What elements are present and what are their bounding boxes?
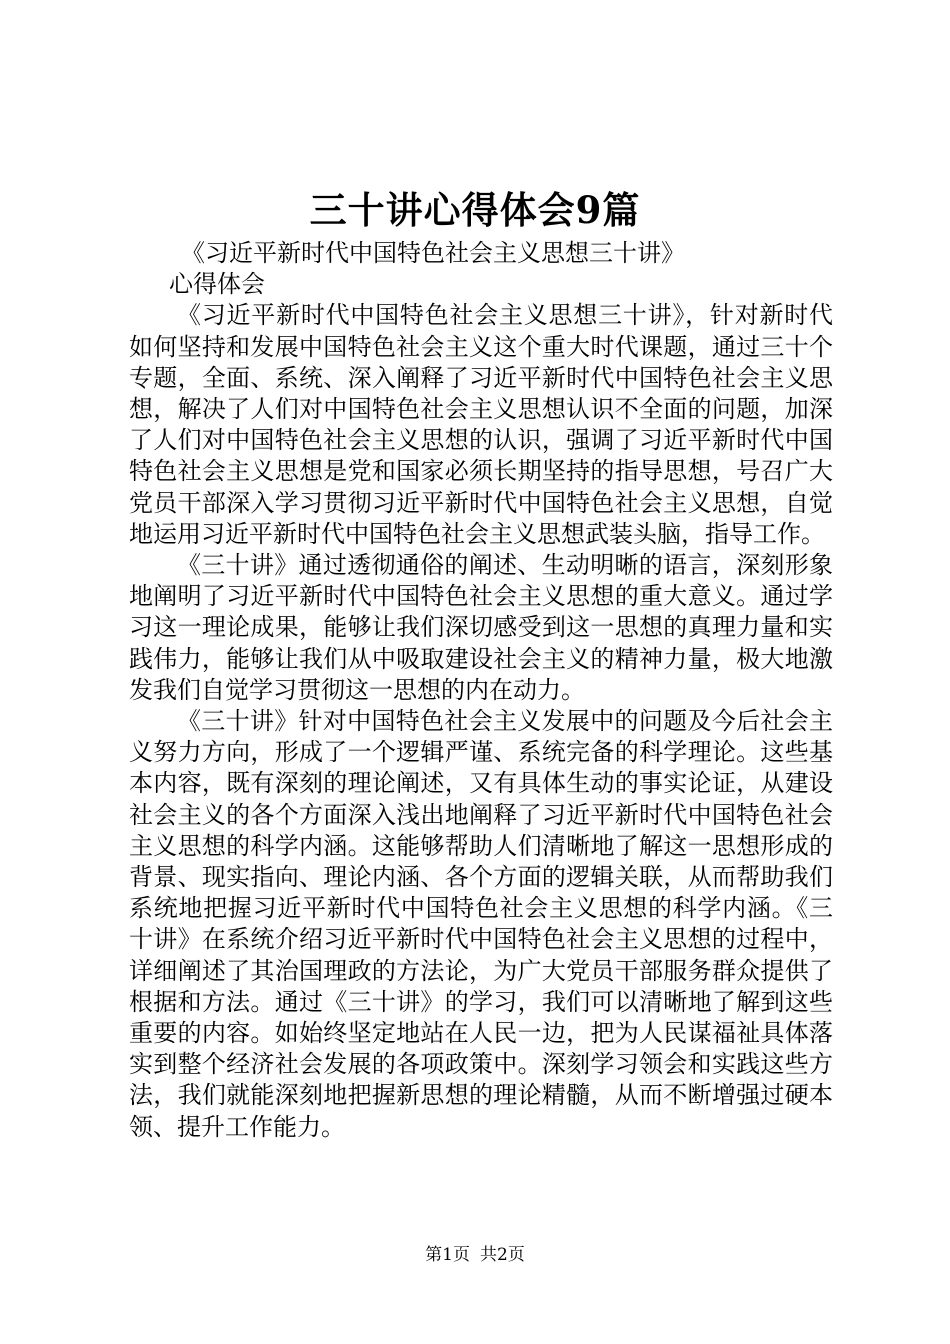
paragraph-3: 《三十讲》针对中国特色社会主义发展中的问题及今后社会主义努力方向，形成了一个逻辑严谨、系统完备的科学理论。这些基本内容，既有深刻的理论阐述，又有具体生动的事实论证，从建设社会主义的各个方面深入浅出地阐释了习近平新时代中国特色社会主义思想的科学内涵。这能够帮助人们清晰地了解这一思想形成的背景、现实指向、理论内涵、各个方面的逻辑关联，从而帮助我们系统地把握习近平新时代中国特色社会主义思想的科学内涵。《三十讲》在系统介绍习近平新时代中国特色社会主义思想的过程中，详细阐述了其治国理政的方法论，为广大党员干部服务群众提供了根据和方法。通过《三十讲》的学习，我们可以清晰地了解到这些重要的内容。如始终坚定地站在人民一边，把为人民谋福祉具体落实到整个经济社会发展的各项政策中。深刻学习领会和实践这些方法，我们就能深刻地把握新思想的理论精髓，从而不断增强过硬本领、提升工作能力。 xyxy=(129,707,833,1141)
subheading-line-2: 心得体会 xyxy=(169,270,265,299)
paragraph-2: 《三十讲》通过透彻通俗的阐述、生动明晰的语言，深刻形象地阐明了习近平新时代中国特色社会主义思想的重大意义。通过学习这一理论成果，能够让我们深切感受到这一思想的真理力量和实践伟力，能够让我们从中吸取建设社会主义的精神力量，极大地激发我们自觉学习贯彻这一思想的内在动力。 xyxy=(129,551,833,704)
document-title: 三十讲心得体会9篇 xyxy=(309,188,641,232)
subheading-line-1: 《习近平新时代中国特色社会主义思想三十讲》 xyxy=(181,239,685,267)
page-total: 共2页 xyxy=(480,1245,525,1265)
document-body xyxy=(129,238,833,1143)
paragraph-1: 《习近平新时代中国特色社会主义思想三十讲》，针对新时代如何坚持和发展中国特色社会主义这个重大时代课题，通过三十个专题，全面、系统、深入阐释了习近平新时代中国特色社会主义思想，解决了人们对中国特色社会主义思想认识不全面的问题，加深了人们对中国特色社会主义思想的认识，强调了习近平新时代中国特色社会主义思想是党和国家必须长期坚持的指导思想，号召广大党员干部深入学习贯彻习近平新时代中国特色社会主义思想，自觉地运用习近平新时代中国特色社会主义思想武装头脑，指导工作。 xyxy=(129,301,833,548)
page-number: 第1页 xyxy=(425,1245,470,1265)
page-footer xyxy=(0,1243,950,1267)
